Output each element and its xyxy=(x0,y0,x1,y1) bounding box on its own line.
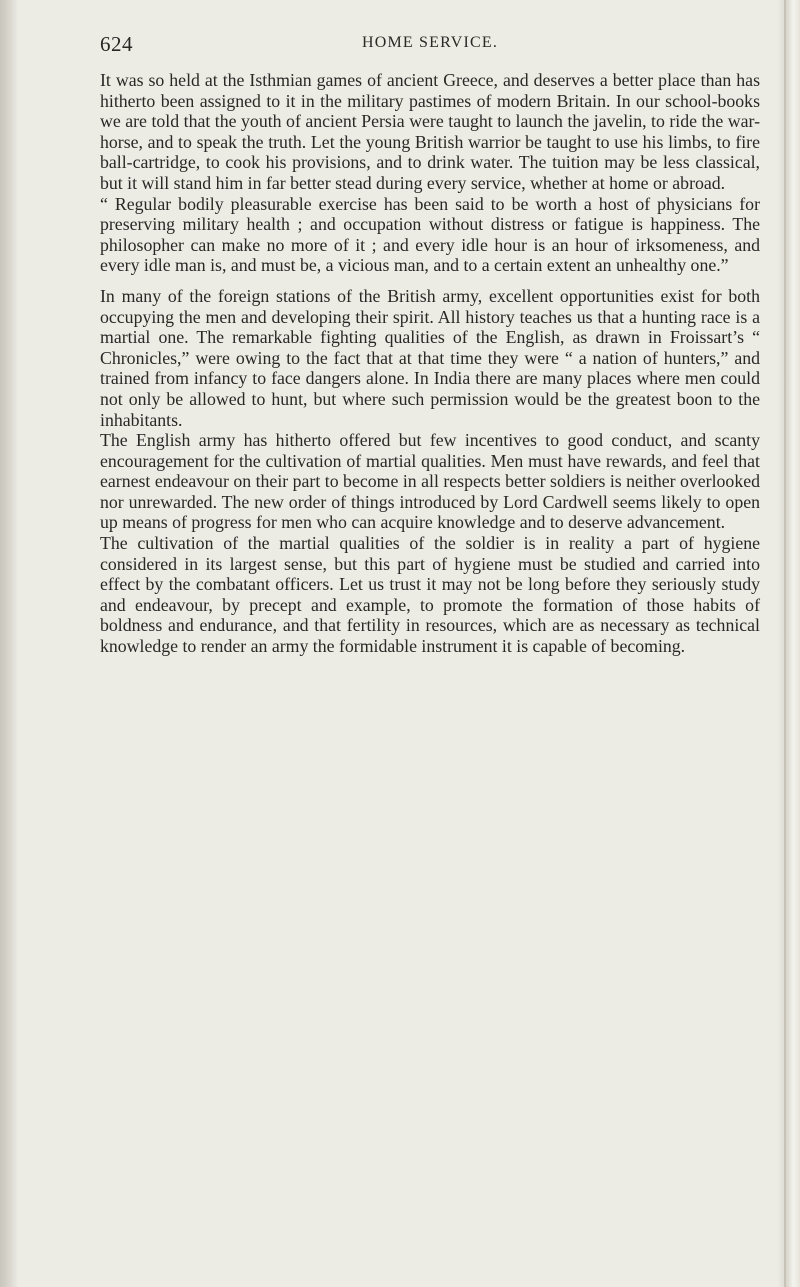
page-left-edge xyxy=(0,0,18,1287)
paragraph-gap xyxy=(100,276,760,286)
paragraph-1: It was so held at the Isthmian games of ancient Greece, and deserves a better place than has hitherto been assigned to it in the military pastimes of modern Britain. In our school-books we are told that the youth of ancient Persia were taught to launch the javelin, to ride the war-horse, and to speak the truth. Let the young British warrior be taught to use his limbs, to fire ball-cartridge, to cook his provisions, and to drink water. The tuition may be less classical, but it will stand him in far better stead during every service, whether at home or abroad. xyxy=(100,70,760,193)
page-number: 624 xyxy=(100,32,133,56)
paragraph-2: “ Regular bodily pleasurable exercise has been said to be worth a host of physicians for preserving military health ; and occupation without distress or fatigue is happiness. The philosopher can make no more of it ; and every idle hour is an hour of irksomeness, and every idle man is, and must be, a vicious man, and to a certain extent an unhealthy one.” xyxy=(100,193,760,276)
paragraph-3: In many of the foreign stations of the British army, excellent opportunities exist for both occupying the men and developing their spirit. All history teaches us that a hunting race is a martial one. The remarkable fighting qualities of the English, as drawn in Froissart’s “ Chronicles,” were owing to the fact that at that time they were “ a nation of hunters,” and trained from infancy to face dangers alone. In India there are many places where men could not only be allowed to hunt, but where such permission would be the greatest boon to the inhabitants. xyxy=(100,285,760,430)
paragraph-5: The cultivation of the martial qualities of the soldier is in reality a part of hygiene considered in its largest sense, but this part of hygiene must be studied and carried into effect by the combatant officers. Let us trust it may not be long before they seriously study and endeavour, by precept and example, to promote the formation of those habits of boldness and endurance, and that fertility in resources, which are as necessary as technical knowledge to render an army the formidable instrument it is capable of becoming. xyxy=(100,533,760,657)
body-text xyxy=(100,70,760,657)
page-right-edge xyxy=(778,0,800,1287)
page-header xyxy=(100,32,760,62)
paragraph-4: The English army has hitherto offered but few incentives to good conduct, and scanty encouragement for the cultivation of martial qualities. Men must have rewards, and feel that earnest endeavour on their part to become in all respects better soldiers is neither overlooked nor unrewarded. The new order of things introduced by Lord Cardwell seems likely to open up means of progress for men who can acquire knowledge and to deserve advancement. xyxy=(100,430,760,533)
running-head: HOME SERVICE. xyxy=(361,34,499,51)
binding-shadow xyxy=(784,0,786,1287)
